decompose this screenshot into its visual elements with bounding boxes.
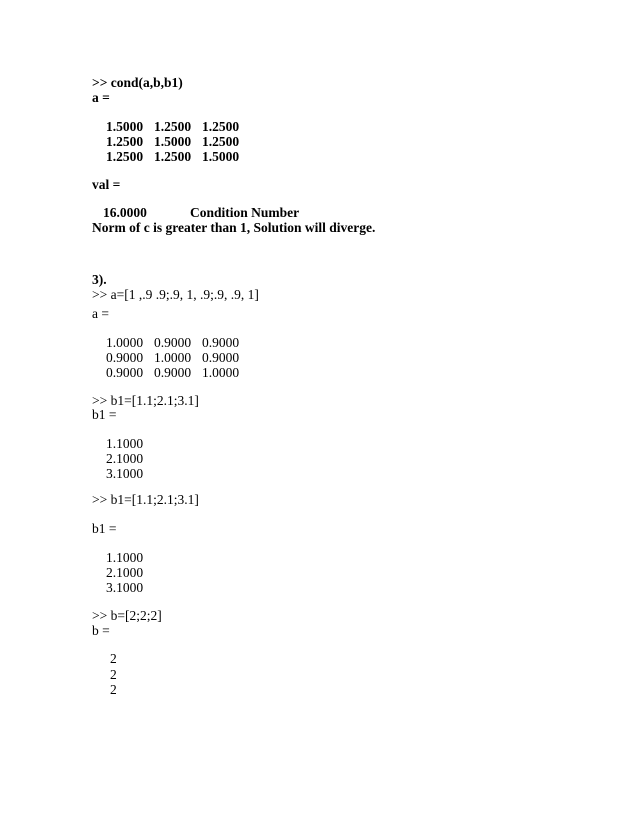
b1-label: b1 = <box>92 407 117 422</box>
matrix-row <box>106 149 250 164</box>
matrix-cell: 1.2500 <box>106 134 144 149</box>
vector-entry: 1.1000 <box>106 436 144 451</box>
cond-command: >> cond(a,b,b1) <box>92 75 183 90</box>
matrix-cell: 0.9000 <box>106 350 144 365</box>
matrix-cell: 1.0000 <box>154 350 192 365</box>
matrix-cell: 1.2500 <box>106 149 144 164</box>
vector-entry: 2 <box>110 651 117 666</box>
matrix-cell: 1.0000 <box>106 335 144 350</box>
vector-entry: 1.1000 <box>106 550 144 565</box>
matrix-cell: 1.2500 <box>202 119 240 134</box>
b-label: b = <box>92 623 110 638</box>
matrix-cell: 1.0000 <box>202 365 240 380</box>
matrix-row <box>106 335 250 350</box>
matrix-cell: 1.2500 <box>154 149 192 164</box>
divergence-message: Norm of c is greater than 1, Solution will diverge. <box>92 220 376 235</box>
vector-entry: 3.1000 <box>106 466 144 481</box>
matrix-cell: 1.2500 <box>202 134 240 149</box>
matrix-a-output <box>106 119 250 164</box>
b-command: >> b=[2;2;2] <box>92 608 162 623</box>
matrix-cell: 1.5000 <box>154 134 192 149</box>
b1-command: >> b1=[1.1;2.1;3.1] <box>92 393 199 408</box>
b1-vector-output <box>106 550 143 595</box>
matrix-cell: 0.9000 <box>202 350 240 365</box>
matrix-cell: 0.9000 <box>202 335 240 350</box>
val-value: 16.0000 <box>103 205 147 220</box>
matrix-cell: 0.9000 <box>106 365 144 380</box>
matrix-a-output <box>106 335 250 380</box>
vector-entry: 3.1000 <box>106 580 144 595</box>
b-vector-output <box>110 651 117 698</box>
matrix-row <box>106 350 250 365</box>
b1-label: b1 = <box>92 521 117 536</box>
a-command: >> a=[1 ,.9 .9;.9, 1, .9;.9, .9, 1] <box>92 287 259 302</box>
vector-entry: 2.1000 <box>106 451 144 466</box>
vector-entry: 2 <box>110 666 117 682</box>
a-label: a = <box>92 306 109 321</box>
matrix-cell: 1.5000 <box>202 149 240 164</box>
matrix-cell: 0.9000 <box>154 335 192 350</box>
b1-vector-output <box>106 436 143 481</box>
val-label: val = <box>92 177 121 192</box>
matrix-row <box>106 134 250 149</box>
matrix-row <box>106 365 250 380</box>
matrix-cell: 1.2500 <box>154 119 192 134</box>
b1-command: >> b1=[1.1;2.1;3.1] <box>92 492 199 507</box>
section-heading: 3). <box>92 272 107 287</box>
matrix-row <box>106 119 250 134</box>
condition-number-note: Condition Number <box>190 205 300 220</box>
vector-entry: 2.1000 <box>106 565 144 580</box>
matrix-cell: 0.9000 <box>154 365 192 380</box>
a-label: a = <box>92 90 110 105</box>
matrix-cell: 1.5000 <box>106 119 144 134</box>
vector-entry: 2 <box>110 682 117 697</box>
